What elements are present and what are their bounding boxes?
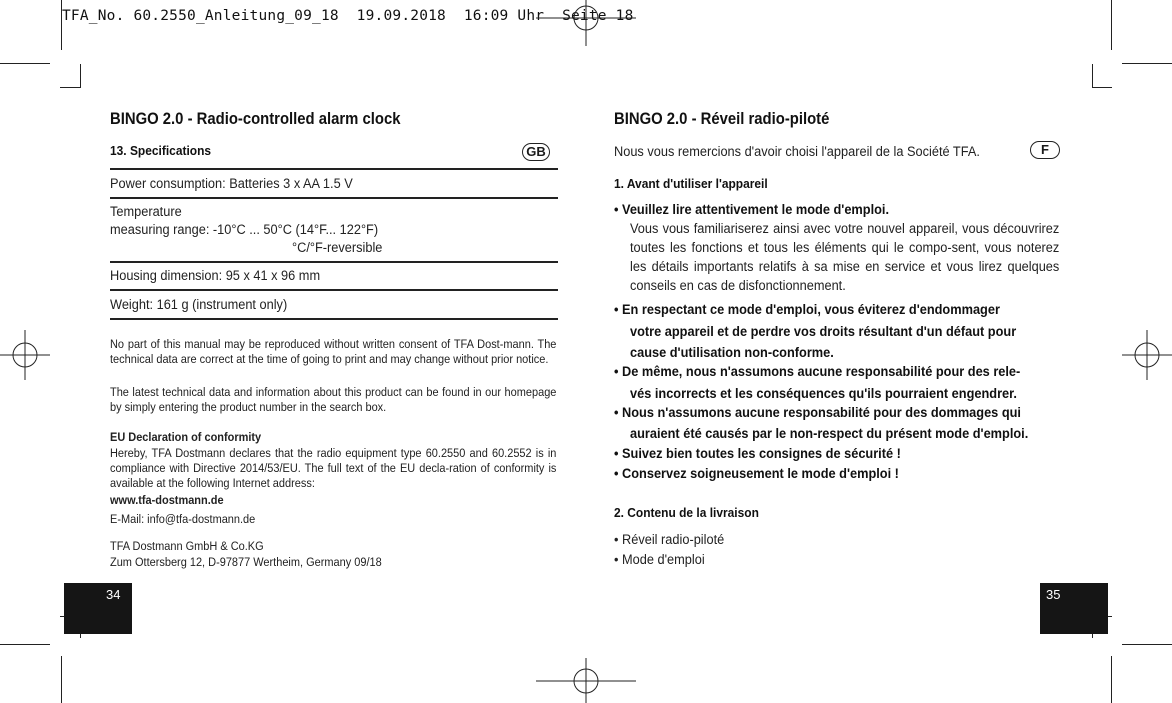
company-address: Zum Ottersberg 12, D-97877 Wertheim, Germany 09/18 bbox=[110, 555, 382, 569]
bullet-read-manual-text: Vous vous familiariserez ainsi avec votre nouvel appareil, vous découvrirez toutes les fonctions et tous les éléments qui le compo-sent, vous noterez les détails importants relatifs à sa mise en service et vous lirez quelques conseils en cas de disfonctionnement. bbox=[630, 221, 1060, 294]
eu-declaration-heading: EU Declaration of conformity bbox=[110, 430, 262, 444]
print-file-header: TFA_No. 60.2550_Anleitung_09_18 19.09.2018 16:09 Uhr Seite 18 bbox=[62, 8, 634, 24]
email-address[interactable]: E-Mail: info@tfa-dostmann.de bbox=[110, 512, 256, 526]
spec-temperature-reversible: °C/°F-reversible bbox=[292, 240, 383, 256]
spec-divider bbox=[110, 168, 558, 170]
eu-declaration-text: Hereby, TFA Dostmann declares that the radio equipment type 60.2550 and 60.2552 is in compliance with Directive 2014/53/EU. The full text of the EU decla-ration of conformity is available at the following Internet address: bbox=[110, 446, 557, 490]
right-page-title: BINGO 2.0 - Réveil radio-piloté bbox=[614, 110, 830, 128]
bullet-no-liability-damage-l2: auraient été causés par le non-respect du présent mode d'emploi. bbox=[630, 426, 1029, 442]
section1-heading: 1. Avant d'utiliser l'appareil bbox=[614, 176, 768, 191]
spec-divider bbox=[110, 289, 558, 291]
bullet-no-liability-readings-l2: vés incorrects et les conséquences qu'ils pourraient engendrer. bbox=[630, 386, 1017, 402]
left-page-title: BINGO 2.0 - Radio-controlled alarm clock bbox=[110, 110, 401, 128]
spec-divider bbox=[110, 318, 558, 320]
bullet-follow-manual-l2: votre appareil et de perdre vos droits résultant d'un défaut pour bbox=[630, 324, 1017, 340]
spec-housing: Housing dimension: 95 x 41 x 96 mm bbox=[110, 268, 321, 284]
delivery-item-clock: • Réveil radio-piloté bbox=[614, 532, 725, 548]
spec-divider bbox=[110, 261, 558, 263]
delivery-item-manual: • Mode d'emploi bbox=[614, 552, 705, 568]
disclaimer-homepage: The latest technical data and information about this product can be found in our homepage by simply entering the product number in the search box. bbox=[110, 385, 557, 414]
bullet-no-liability-readings-l1: • De même, nous n'assumons aucune responsabilité pour des rele- bbox=[614, 364, 1021, 380]
bullet-no-liability-damage-l1: • Nous n'assumons aucune responsabilité pour des dommages qui bbox=[614, 405, 1021, 421]
registration-mark-bottom bbox=[536, 658, 636, 703]
spec-divider bbox=[110, 197, 558, 199]
page-number-left: 34 bbox=[64, 583, 132, 634]
intro-text: Nous vous remercions d'avoir choisi l'appareil de la Société TFA. bbox=[614, 144, 980, 160]
registration-mark-left bbox=[0, 330, 50, 380]
spec-power: Power consumption: Batteries 3 x AA 1.5 V bbox=[110, 176, 353, 192]
website-link[interactable]: www.tfa-dostmann.de bbox=[110, 493, 224, 507]
page-number-right: 35 bbox=[1040, 583, 1108, 634]
language-badge-f: F bbox=[1030, 141, 1060, 159]
language-badge-gb: GB bbox=[522, 143, 550, 161]
disclaimer-copyright: No part of this manual may be reproduced without written consent of TFA Dost-mann. The technical data are correct at the time of going to print and may change without prior notice. bbox=[110, 337, 557, 366]
bullet-follow-manual-l1: • En respectant ce mode d'emploi, vous éviterez d'endommager bbox=[614, 302, 1000, 318]
spec-temperature-range: measuring range: -10°C ... 50°C (14°F... 122°F) bbox=[110, 222, 379, 238]
spec-weight: Weight: 161 g (instrument only) bbox=[110, 297, 288, 313]
bullet-read-manual: • Veuillez lire attentivement le mode d'emploi. bbox=[614, 202, 890, 218]
company-name: TFA Dostmann GmbH & Co.KG bbox=[110, 539, 264, 553]
bullet-follow-manual-l3: cause d'utilisation non-conforme. bbox=[630, 345, 834, 361]
bullet-safety: • Suivez bien toutes les consignes de sécurité ! bbox=[614, 446, 901, 462]
section2-heading: 2. Contenu de la livraison bbox=[614, 505, 759, 520]
registration-mark-right bbox=[1122, 330, 1172, 380]
registration-mark-top bbox=[536, 0, 636, 46]
spec-temperature-label: Temperature bbox=[110, 204, 182, 220]
bullet-keep-manual: • Conservez soigneusement le mode d'emploi ! bbox=[614, 466, 899, 482]
specifications-heading: 13. Specifications bbox=[110, 143, 212, 158]
